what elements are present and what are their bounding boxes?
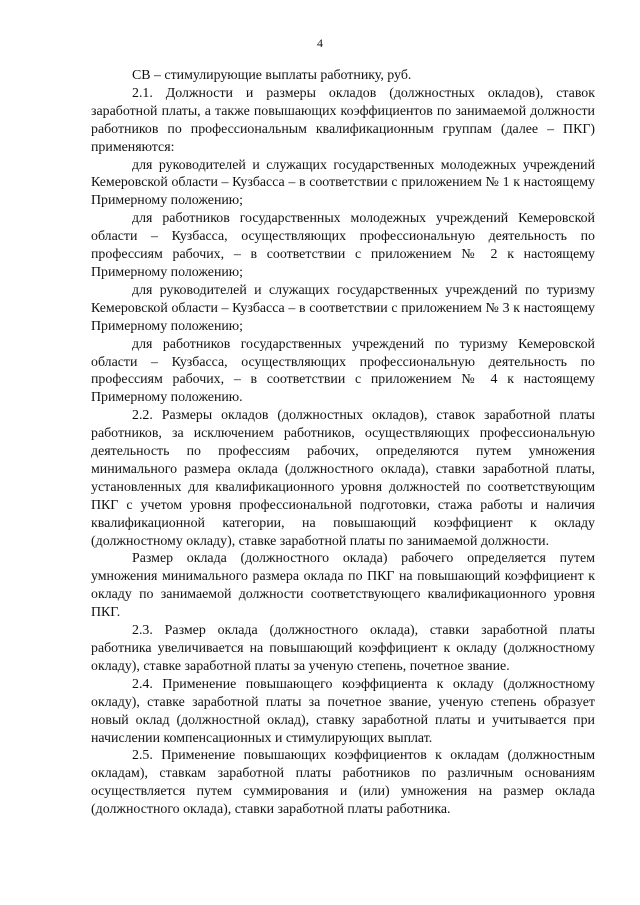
paragraph-2-2-worker-salary: Размер оклада (должностного оклада) рабочего определяется путем умножения минимального размера оклада по ПКГ на повышающий коэффициент к окладу по занимаемой должности соответствующего квалификационного уровня ПКГ. bbox=[91, 551, 595, 621]
paragraph-2-2: 2.2. Размеры окладов (должностных окладов), ставок заработной платы работников, за исключением работников, осуществляющих профессиональную деятельность по профессиям рабочих, определяются путем умножения минимального размера оклада (должностного оклада), ставки заработной платы, установленных для квалификационного уровня должностей по соответствующим ПКГ с учетом уровня профессиональной подготовки, стажа работы и наличия квалификационной категории, на повышающий коэффициент к окладу (должностному окладу), ставке заработной платы по занимаемой должности. bbox=[91, 408, 595, 549]
paragraph-2-4: 2.4. Применение повышающего коэффициента к окладу (должностному окладу), ставке заработной платы за почетное звание, ученую степень образует новый оклад (должностной оклад), ставку заработной платы и учитывается при начислении компенсационных и стимулирующих выплат. bbox=[91, 676, 595, 746]
paragraph-2-1: 2.1. Должности и размеры окладов (должностных окладов), ставок заработной платы, а также повышающих коэффициентов по занимаемой должности работников по профессиональным квалификационным группам (далее – ПКГ) применяются: bbox=[91, 85, 595, 155]
page-number: 4 bbox=[317, 36, 323, 50]
paragraph-2-1-item-3: для руководителей и служащих государственных учреждений по туризму Кемеровской области – Кузбасса – в соответствии с приложением № 3 к настоящему Примерному положению; bbox=[91, 282, 595, 334]
paragraph-2-1-item-2: для работников государственных молодежных учреждений Кемеровской области – Кузбасса, осуществляющих профессиональную деятельность по профессиям рабочих, – в соответствии с приложением № 2 к настоящему Примерному положению; bbox=[91, 211, 595, 280]
paragraph-2-1-item-1: для руководителей и служащих государственных молодежных учреждений Кемеровской области – Кузбасса – в соответствии с приложением № 1 к настоящему Примерному положению; bbox=[91, 157, 595, 209]
document-body bbox=[91, 67, 595, 819]
paragraph-2-1-item-4: для работников государственных учреждений по туризму Кемеровской области – Кузбасса, осуществляющих профессиональную деятельность по профессиям рабочих, – в соответствии с приложением № 4 к настоящему Примерному положению. bbox=[91, 336, 595, 406]
paragraph-sv-definition: СВ – стимулирующие выплаты работнику, руб. bbox=[132, 68, 412, 83]
paragraph-2-5: 2.5. Применение повышающих коэффициентов к окладам (должностным окладам), ставкам заработной платы работников по различным основаниям осуществляется путем суммирования и (или) умножения на размер оклада (должностного оклада), ставки заработной платы работника. bbox=[91, 748, 595, 818]
paragraph-2-3: 2.3. Размер оклада (должностного оклада), ставки заработной платы работника увеличивается на повышающий коэффициент к окладу (должностному окладу), ставке заработной платы за ученую степень, почетное звание. bbox=[91, 623, 595, 674]
